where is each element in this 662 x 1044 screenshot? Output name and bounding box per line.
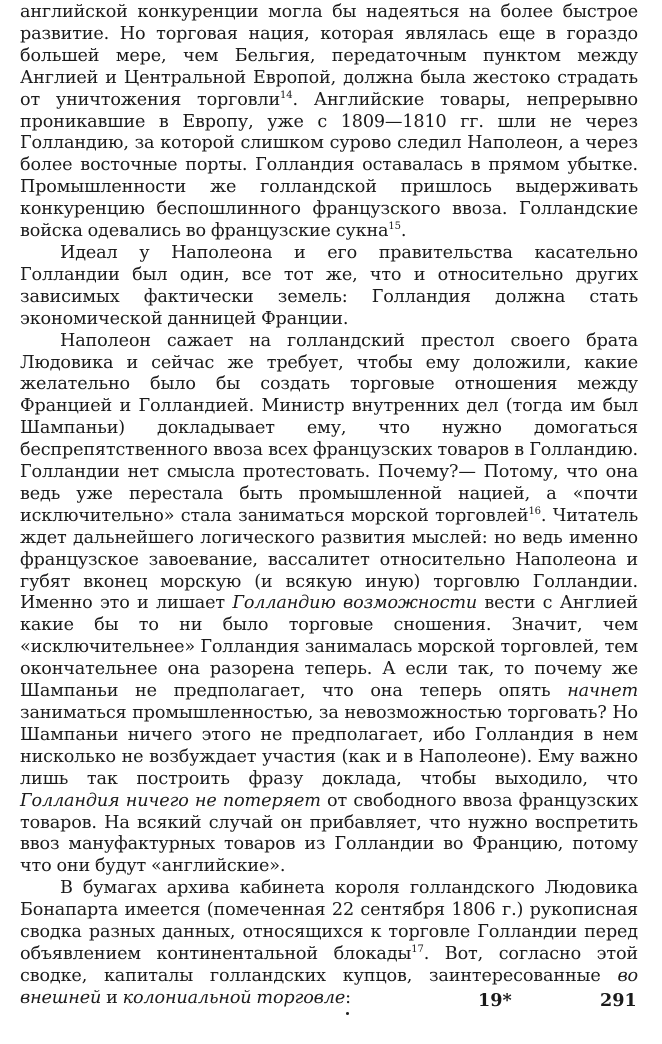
printing-mark	[346, 1012, 349, 1015]
paragraph: английской конкуренции могла бы надеяться на более быстрое развитие. Но торговая нация, которая являлась еще в гораздо большей мере, чем Бельгия, передаточным пунктом между Англией и Центральной Европой, должна была жестоко страдать от уничтожения торговли$^{14}$. Английские товары, непрерывно проникавшие в Европу, уже с 1809—1810 гг. шли не через Голландию, за которой слишком сурово следил Наполеон, а через более восточные порты. Голландия оставалась в прямом убытке. Промышленности же голландской пришлось выдерживать конкуренцию беспошлинного французского ввоза. Голландские войска одевались во французские сукна$^{15}$.	[20, 2, 638, 242]
footnote-ref[interactable]: 16	[528, 505, 541, 517]
emphasis: Голландию возможности	[232, 593, 478, 614]
emphasis: во внешней	[20, 965, 638, 1008]
footnote-ref[interactable]: 14	[280, 89, 293, 101]
emphasis: Голландия ничего не потеряет	[20, 790, 321, 811]
paragraph: В бумагах архива кабинета короля голландского Людовика Бонапарта имеется (помеченная 22 сентября 1806 г.) рукописная сводка разных данных, относящихся к торговле Голландии перед объявлением континентальной блокады$^{17}$. Вот, согласно этой сводке, капиталы голландских купцов, заинтересованные во внешней и колониальной торговле:	[20, 878, 638, 1008]
page-footer	[20, 987, 638, 1020]
page-number: 291	[600, 990, 637, 1011]
book-page	[20, 0, 642, 1044]
paragraph: Наполеон сажает на голландский престол своего брата Людовика и сейчас же требует, чтобы ему доложили, какие желательно было бы создать торговые отношения между Францией и Голландией. Министр внутренних дел (тогда им был Шампаньи) докладывает ему, что нужно домогаться беспрепятственного ввоза всех французских товаров в Голландию. Голландии нет смысла протестовать. Почему?— Потому, что она ведь уже перестала быть промышленной нацией, а «почти исключительно» стала заниматься морской торговлей$^{16}$. Читатель ждет дальнейшего логического развития мыслей: но ведь именно французское завоевание, вассалитет относительно Наполеона и губят вконец морскую (и всякую иную) торговлю Голландии. Именно это и лишает Голландию возможности вести с Англией какие бы то ни было торговые сношения. Значит, чем «исключительнее» Голландия занималась морской торговлей, тем окончательнее она разорена теперь. А если так, то почему же Шампаньи не предполагает, что она теперь опять начнет заниматься промышленностью, за невозможностью торговать? Но Шампаньи ничего этого не предполагает, ибо Голландия в нем нисколько не возбуждает участия (как и в Наполеоне). Ему важно лишь так построить фразу доклада, чтобы выходило, что Голландия ничего не потеряет от свободного ввоза французских товаров. На всякий случай он прибавляет, что нужно воспретить ввоз мануфактурных товаров из Голландии во Францию, потому что они будут «английские».	[20, 330, 639, 877]
signature-mark: 19*	[478, 990, 512, 1011]
paragraph: Идеал у Наполеона и его правительства касательно Голландии был один, все тот же, что и относительно других зависимых фактически земель: Голландия должна стать экономической данницей Франции.	[20, 242, 638, 329]
footnote-ref[interactable]: 17	[411, 944, 424, 956]
footnote-ref[interactable]: 15	[388, 221, 401, 233]
body-text	[20, 2, 638, 1010]
emphasis: колониальной торговле	[122, 987, 346, 1008]
emphasis: начнет	[567, 681, 638, 702]
